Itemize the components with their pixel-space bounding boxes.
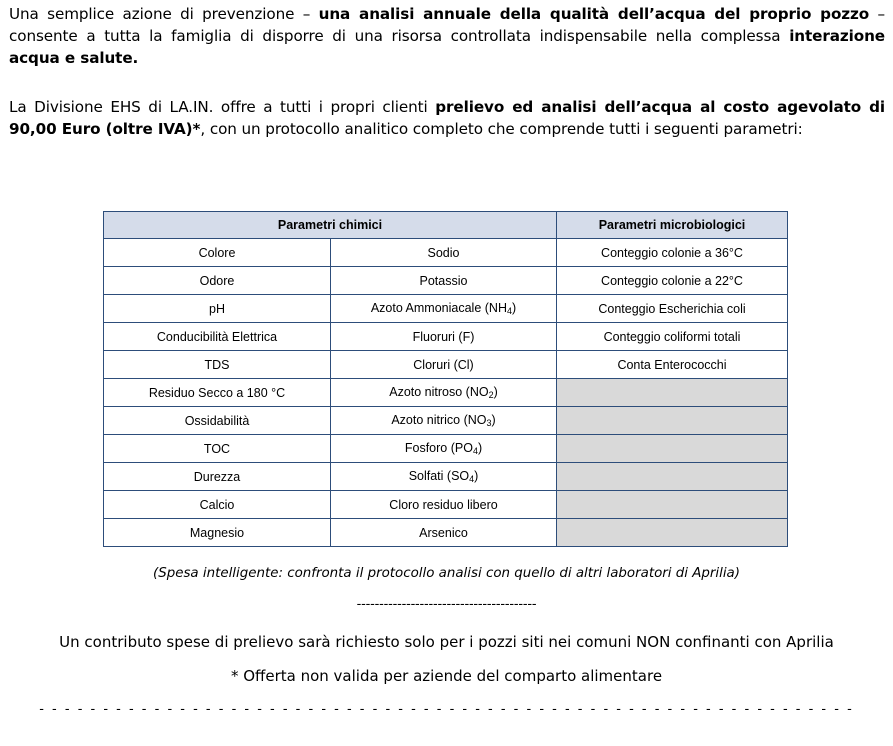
chem-param-cell [331,295,557,323]
p2-text-a: La Divisione EHS di LA.IN. offre a tutti i propri clienti [9,98,436,116]
p1-bold-b: una analisi annuale della qualità dell’acqua del proprio pozzo [318,5,870,23]
param-subscript: 4 [469,474,475,484]
chem-param-cell [331,379,557,407]
chem-param-cell: Colore [104,239,331,267]
empty-grey-cell [557,463,788,491]
table-row [104,435,788,463]
chem-param-cell [331,435,557,463]
chem-param-cell: Residuo Secco a 180 °C [104,379,331,407]
separator-line-1: ---------------------------------------- [356,597,537,612]
p1-text-a: Una semplice azione di prevenzione – [9,5,319,23]
table-row [104,463,788,491]
param-subscript: 4 [472,446,478,456]
intro-paragraph-1 [9,3,885,69]
table-header-row [104,212,788,239]
empty-grey-cell [557,407,788,435]
micro-param-cell: Conteggio coliformi totali [557,323,788,351]
chem-param-cell: Sodio [331,239,557,267]
chem-param-cell: Potassio [331,267,557,295]
smart-spending-note: (Spesa intelligente: confronta il protocollo analisi con quello di altri laboratori di Aprilia) [152,566,740,581]
micro-param-cell: Conteggio colonie a 22°C [557,267,788,295]
micro-param-cell: Conteggio colonie a 36°C [557,239,788,267]
chem-param-cell: Calcio [104,491,331,519]
chem-param-cell: Cloruri (Cl) [331,351,557,379]
intro-paragraph-2 [9,96,885,140]
chem-param-cell: TDS [104,351,331,379]
table-row [104,267,788,295]
empty-grey-cell [557,491,788,519]
table-row [104,519,788,547]
param-text: Azoto nitrico (NO [391,413,487,427]
header-micro-params: Parametri microbiologici [557,212,788,239]
micro-param-cell: Conta Enterococchi [557,351,788,379]
chem-param-cell [331,463,557,491]
p2-bold-b: prelievo ed analisi dell’acqua al costo agevolato di 90,00 Euro (oltre IVA)* [9,98,886,138]
param-text-end: ) [477,441,483,455]
chem-param-cell [331,407,557,435]
chem-param-cell: Arsenico [331,519,557,547]
table-row [104,295,788,323]
param-text-end: ) [474,469,479,483]
p1-text-c: – consente a tutta la famiglia di disporre di una risorsa controllata indispensabile nella complessa [9,5,885,45]
param-subscript: 2 [488,390,494,400]
param-text-end: ) [512,301,517,315]
sampling-fee-note: Un contributo spese di prelievo sarà richiesto solo per i pozzi siti nei comuni NON confinanti con Aprilia [59,633,834,651]
chem-param-cell: TOC [104,435,331,463]
param-subscript: 3 [486,418,492,428]
param-text: Azoto nitroso (NO [389,385,489,399]
table-row [104,351,788,379]
header-chemical-params: Parametri chimici [104,212,557,239]
param-text: Azoto Ammoniacale (NH [370,301,507,315]
table-row [104,379,788,407]
p2-text-c: , con un protocollo analitico completo che comprende tutti i seguenti parametri: [200,120,803,138]
chem-param-cell: Durezza [104,463,331,491]
table-row [104,323,788,351]
param-text: Fosforo (PO [404,441,473,455]
empty-grey-cell [557,379,788,407]
param-text-end: ) [491,413,496,427]
param-text-end: ) [493,385,498,399]
table-row [104,491,788,519]
micro-param-cell: Conteggio Escherichia coli [557,295,788,323]
chem-param-cell: Ossidabilità [104,407,331,435]
chem-param-cell: pH [104,295,331,323]
table-row [104,239,788,267]
empty-grey-cell [557,435,788,463]
chem-param-cell: Fluoruri (F) [331,323,557,351]
separator-line-2: - - - - - - - - - - - - - - - - - - - - - - - - - - - - - - - - - - - - - - - - - - - - - - - - - - - - - - - - - - - - - - - - [39,702,854,717]
param-subscript: 4 [506,306,512,316]
param-text: Solfati (SO [408,469,470,483]
chem-param-cell: Magnesio [104,519,331,547]
chem-param-cell: Conducibilità Elettrica [104,323,331,351]
chem-param-cell: Cloro residuo libero [331,491,557,519]
chem-param-cell: Odore [104,267,331,295]
p1-bold-d: interazione acqua e salute. [9,27,885,67]
offer-exclusion-note: * Offerta non valida per aziende del comparto alimentare [230,667,663,685]
parameters-table [103,211,788,547]
empty-grey-cell [557,519,788,547]
table-row [104,407,788,435]
